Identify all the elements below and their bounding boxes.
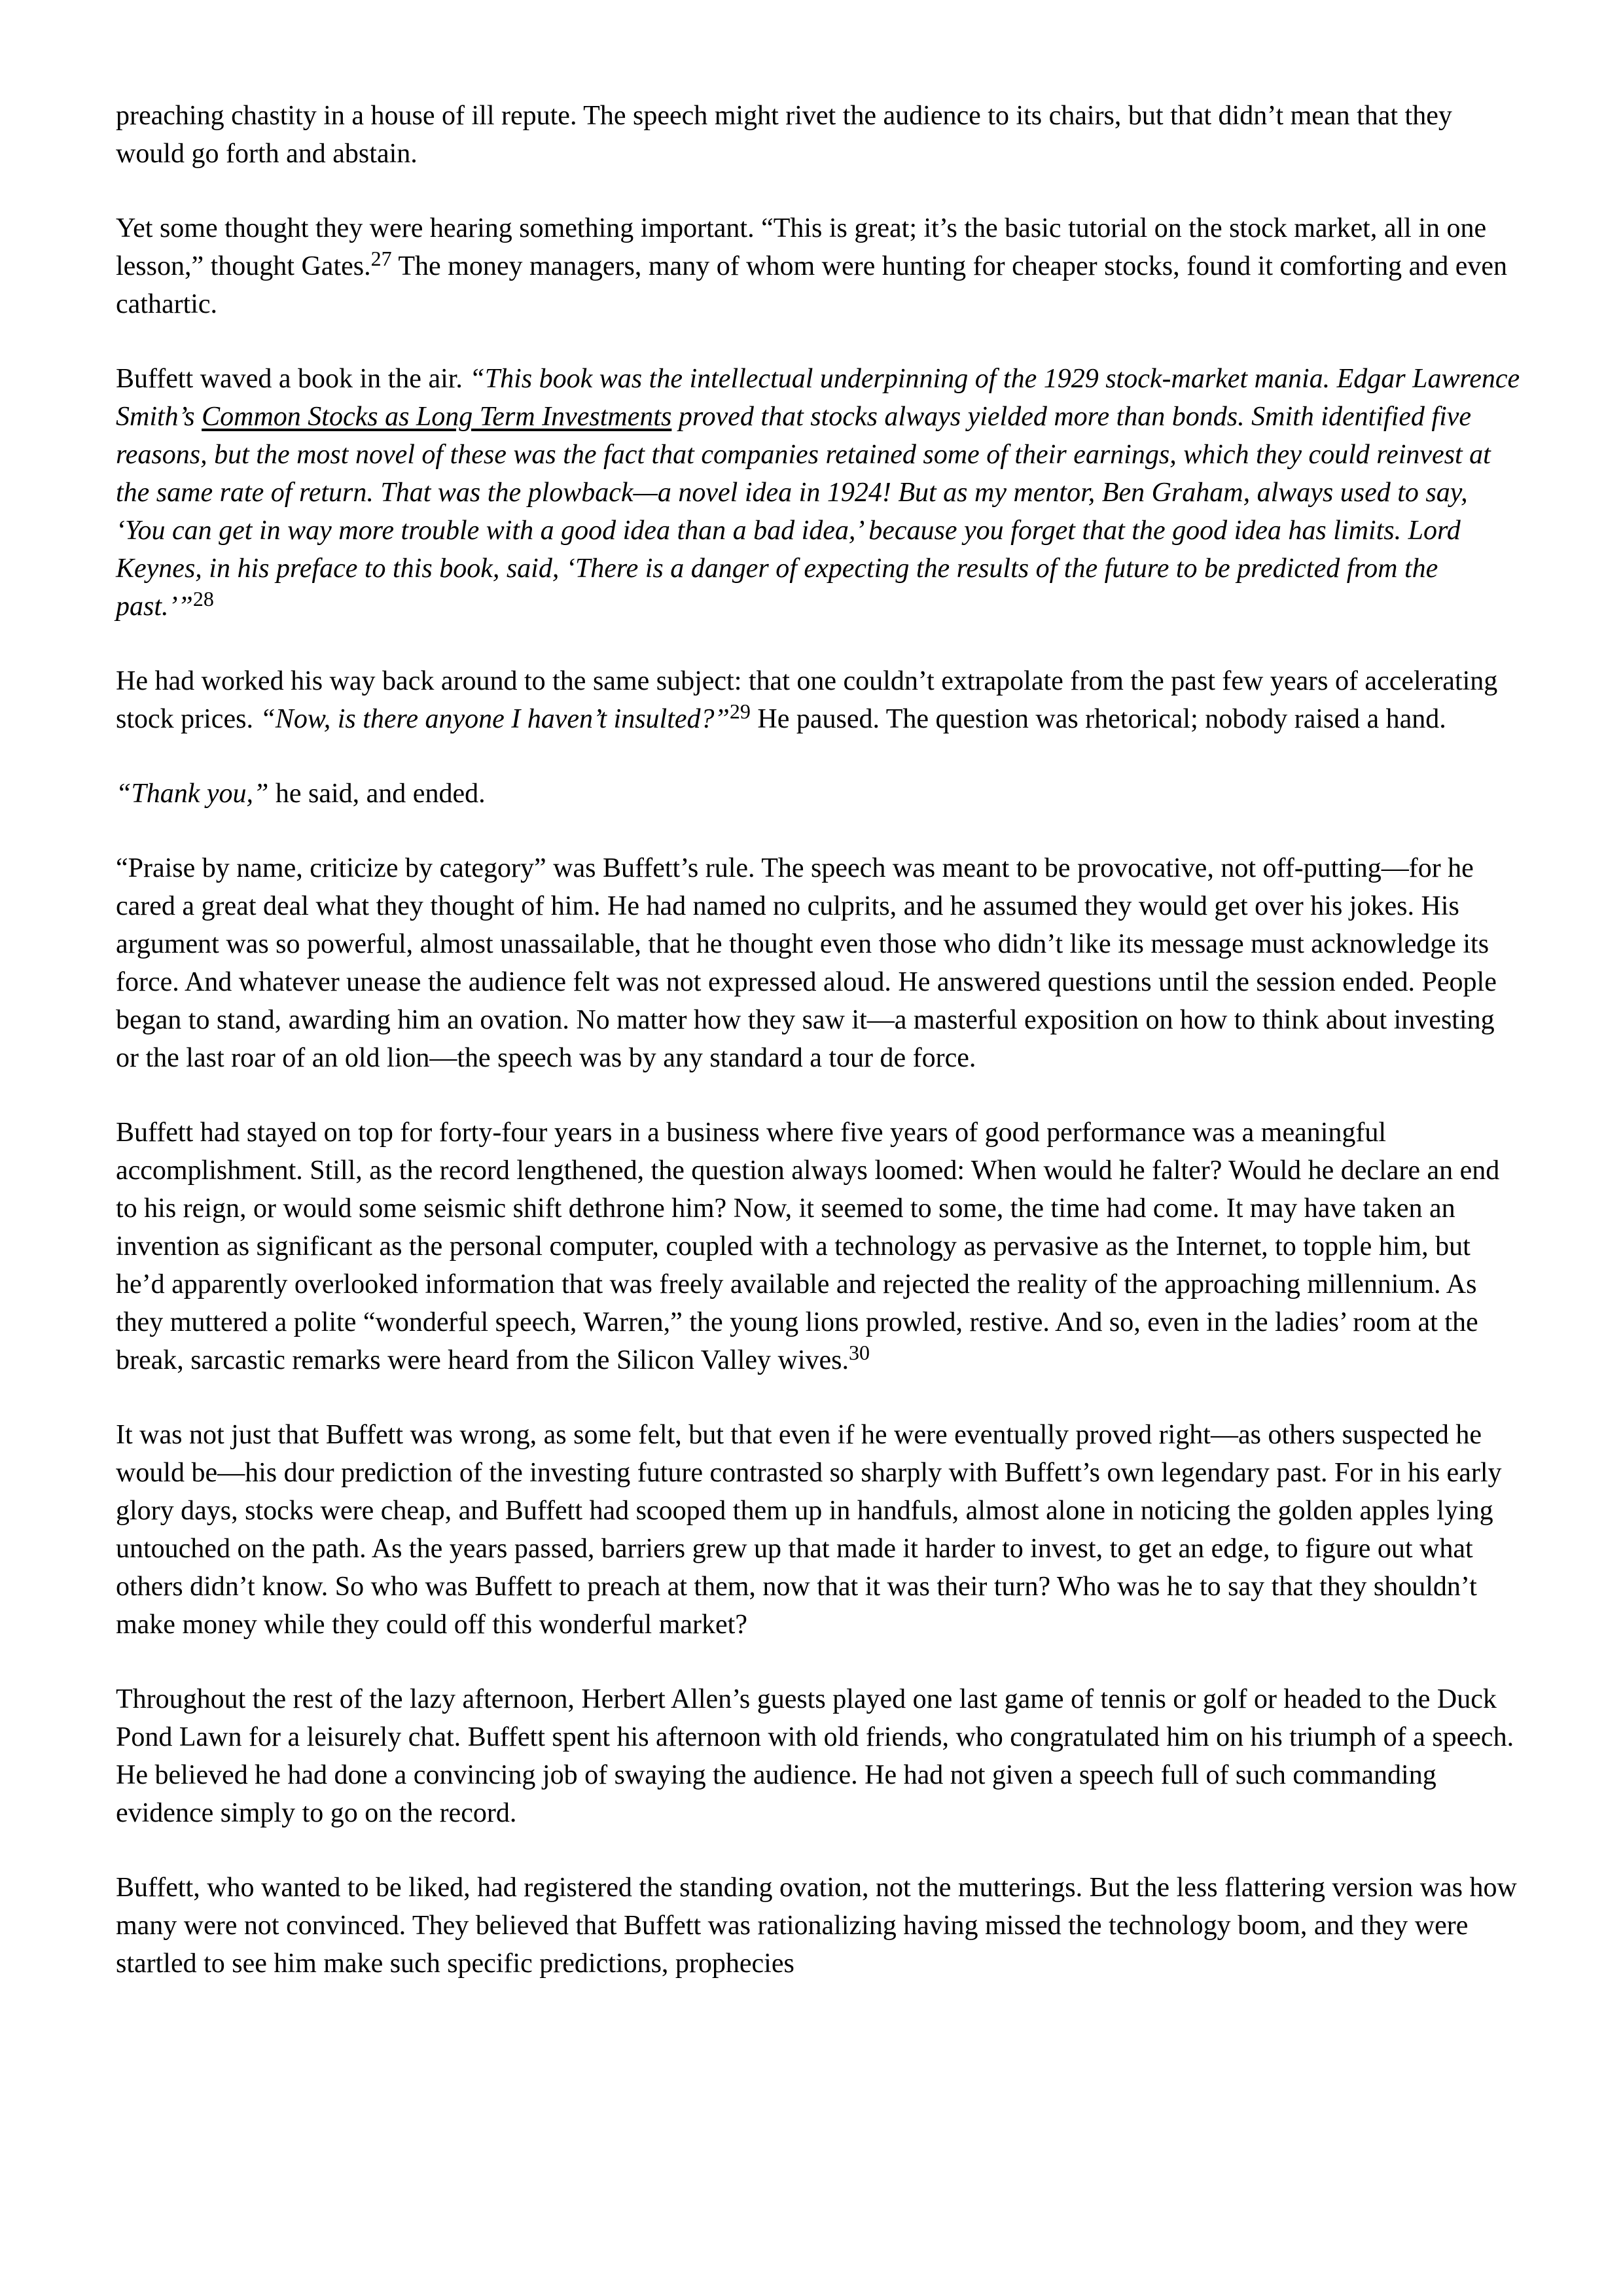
paragraph-1 bbox=[116, 97, 1523, 173]
body-text bbox=[116, 97, 1523, 1983]
paragraph-5-text: he said, and ended. bbox=[268, 779, 486, 809]
paragraph-5 bbox=[116, 775, 1523, 813]
paragraph-4-text-a: He had worked his way back around to the same subject: that one couldn’t extrapolate from the past few years of accelerating stock prices. bbox=[116, 666, 1498, 734]
paragraph-8-text: It was not just that Buffett was wrong, as some felt, but that even if he were eventually proved right—as others suspected he would be—his dour prediction of the investing future contrasted so sharply with Buffett’s own legendary past. For in his early glory days, stocks were cheap, and Buffett had scooped them up in handfuls, almost alone in noticing the golden apples lying untouched on the path. As the years passed, barriers grew up that made it harder to invest, to get an edge, to figure out what others didn’t know. So who was Buffett to preach at them, now that it was their turn? Who was he to say that they shouldn’t make money while they could off this wonderful market? bbox=[116, 1420, 1502, 1640]
paragraph-3-text-a: Buffett waved a book in the air. bbox=[116, 364, 470, 394]
paragraph-10 bbox=[116, 1869, 1523, 1983]
paragraph-6-text: “Praise by name, criticize by category” was Buffett’s rule. The speech was meant to be provocative, not off-putting—for he cared a great deal what they thought of him. He had named no culprits, and he assumed they would get over his jokes. His argument was so powerful, almost unassailable, that he thought even those who didn’t like its message must acknowledge its force. And whatever unease the audience felt was not expressed aloud. He answered questions until the session ended. People began to stand, awarding him an ovation. No matter how they saw it—a masterful exposition on how to think about investing or the last roar of an old lion—the speech was by any standard a tour de force. bbox=[116, 853, 1497, 1073]
quote-text-a: “This book was the intellectual underpinning of the 1929 stock-market mania. Edgar Lawrence Smith’s bbox=[116, 364, 1520, 432]
paragraph-9 bbox=[116, 1680, 1523, 1832]
paragraph-4 bbox=[116, 662, 1523, 738]
paragraph-3 bbox=[116, 360, 1523, 626]
paragraph-9-text: Throughout the rest of the lazy afternoon, Herbert Allen’s guests played one last game of tennis or golf or headed to the Duck Pond Lawn for a leisurely chat. Buffett spent his afternoon with old friends, who congratulated him on his triumph of a speech. He believed he had done a convincing job of swaying the audience. He had not given a speech full of such commanding evidence simply to go on the record. bbox=[116, 1684, 1514, 1828]
quote-text-b: proved that stocks always yielded more than bonds. Smith identified five reasons, but the most novel of these was the fact that companies retained some of their earnings, which they could reinvest at the same rate of return. That was the plowback—a novel idea in 1924! But as my mentor, Ben Graham, always used to say, ‘You can get in way more trouble with a good idea than a bad idea,’ because you forget that the good idea has limits. Lord Keynes, in his preface to this book, said, ‘There is a danger of expecting the results of the future to be predicted from the past.’” bbox=[116, 402, 1491, 622]
footnote-ref-30: 30 bbox=[848, 1341, 870, 1364]
paragraph-1-text: preaching chastity in a house of ill repute. The speech might rivet the audience to its chairs, but that didn’t mean that they would go forth and abstain. bbox=[116, 101, 1452, 169]
paragraph-10-text: Buffett, who wanted to be liked, had registered the standing ovation, not the mutterings. But the less flattering version was how many were not convinced. They believed that Buffett was rationalizing having missed the technology boom, and they were startled to see him make such specific predictions, prophecies bbox=[116, 1873, 1517, 1979]
footnote-ref-27: 27 bbox=[370, 247, 392, 270]
paragraph-2-text-b: The money managers, many of whom were hunting for cheaper stocks, found it comforting and even cathartic. bbox=[116, 251, 1508, 319]
paragraph-7 bbox=[116, 1114, 1523, 1379]
book-title: Common Stocks as Long Term Investments bbox=[202, 402, 672, 432]
paragraph-8 bbox=[116, 1416, 1523, 1644]
paragraph-2-text-a: Yet some thought they were hearing something important. “This is great; it’s the basic tutorial on the stock market, all in one lesson,” thought Gates. bbox=[116, 213, 1487, 281]
paragraph-4-text-b: He paused. The question was rhetorical; nobody raised a hand. bbox=[750, 704, 1446, 734]
buffett-quote-2: “Now, is there anyone I haven’t insulted?” bbox=[260, 704, 730, 734]
paragraph-6 bbox=[116, 849, 1523, 1077]
footnote-ref-28: 28 bbox=[192, 587, 214, 610]
paragraph-2 bbox=[116, 209, 1523, 323]
paragraph-7-text: Buffett had stayed on top for forty-four years in a business where five years of good performance was a meaningful accomplishment. Still, as the record lengthened, the question always loomed: When would he falter? Would he declare an end to his reign, or would some seismic shift dethrone him? Now, it seemed to some, the time had come. It may have taken an invention as significant as the personal computer, coupled with a technology as pervasive as the Internet, to topple him, but he’d apparently overlooked information that was freely available and rejected the reality of the approaching millennium. As they muttered a polite “wonderful speech, Warren,” the young lions prowled, restive. And so, even in the ladies’ room at the break, sarcastic remarks were heard from the Silicon Valley wives. bbox=[116, 1118, 1500, 1375]
footnote-ref-29: 29 bbox=[729, 699, 751, 723]
buffett-quote-1 bbox=[116, 364, 1520, 622]
buffett-quote-3: “Thank you,” bbox=[116, 779, 269, 809]
